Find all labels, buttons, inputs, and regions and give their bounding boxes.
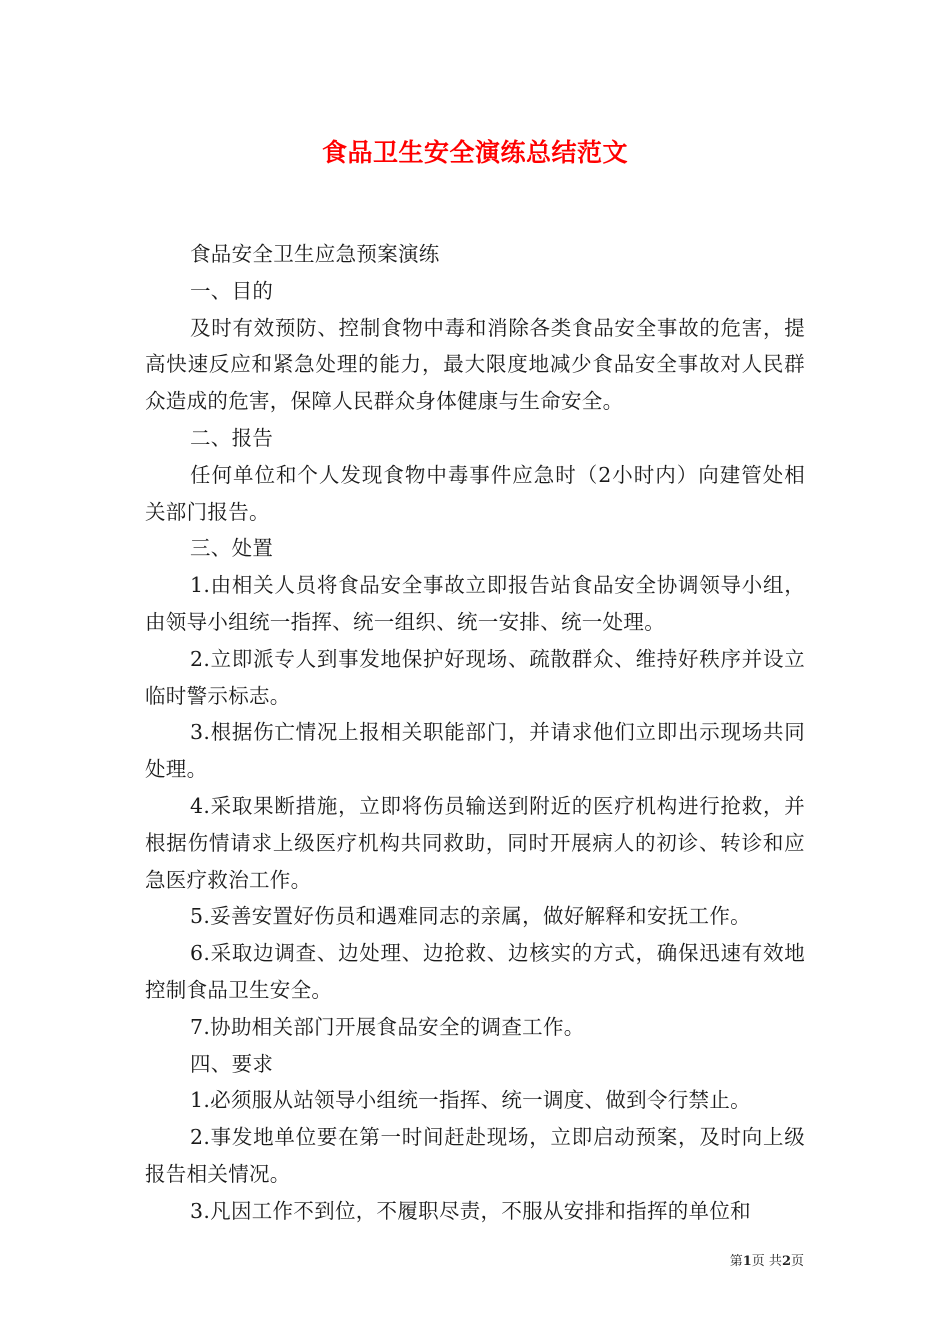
paragraph: 任何单位和个人发现食物中毒事件应急时（2小时内）向建管处相关部门报告。 [145,462,805,524]
current-page-number: 1 [742,1254,752,1269]
document-title: 食品卫生安全演练总结范文 [321,138,628,167]
list-item: 6.采取边调查、边处理、边抢救、边核实的方式，确保迅速有效地控制食品卫生安全。 [145,941,805,1002]
section-heading: 二、报告 [190,425,274,450]
footer-prefix: 第 [729,1254,743,1269]
list-item: 1.必须服从站领导小组统一指挥、统一调度、做到令行禁止。 [190,1088,751,1113]
section-heading: 一、目的 [190,278,274,303]
list-item: 3.根据伤亡情况上报相关职能部门，并请求他们立即出示现场共同处理。 [145,720,805,782]
list-item: 1.由相关人员将食品安全事故立即报告站食品安全协调领导小组，由领导小组统一指挥、统一组织、统一安排、统一处理。 [145,573,805,634]
document-body [145,236,805,1230]
paragraph: 及时有效预防、控制食物中毒和消除各类食品安全事故的危害，提高快速反应和紧急处理的能力，最大限度地减少食品安全事故对人民群众造成的危害，保障人民群众身体健康与生命安全。 [145,315,805,414]
list-item: 4.采取果断措施，立即将伤员输送到附近的医疗机构进行抢救，并根据伤情请求上级医疗机构共同救助，同时开展病人的初诊、转诊和应急医疗救治工作。 [145,793,805,892]
section-heading: 四、要求 [190,1051,274,1076]
section-heading: 三、处置 [190,536,274,561]
list-item: 5.妥善安置好伤员和遇难同志的亲属，做好解释和安抚工作。 [190,904,751,929]
list-item: 3.凡因工作不到位，不履职尽责，不服从安排和指挥的单位和 [190,1198,751,1223]
paragraph: 食品安全卫生应急预案演练 [190,242,440,266]
footer-suffix: 页 [790,1254,804,1269]
footer-middle: 页 共 [751,1254,782,1269]
total-pages-number: 2 [781,1254,791,1269]
list-item: 2.事发地单位要在第一时间赶赴现场，立即启动预案，及时向上级报告相关情况。 [145,1125,805,1186]
page-number-footer [730,1250,804,1269]
list-item: 7.协助相关部门开展食品安全的调查工作。 [190,1014,585,1039]
list-item: 2.立即派专人到事发地保护好现场、疏散群众、维持好秩序并设立临时警示标志。 [145,646,805,708]
